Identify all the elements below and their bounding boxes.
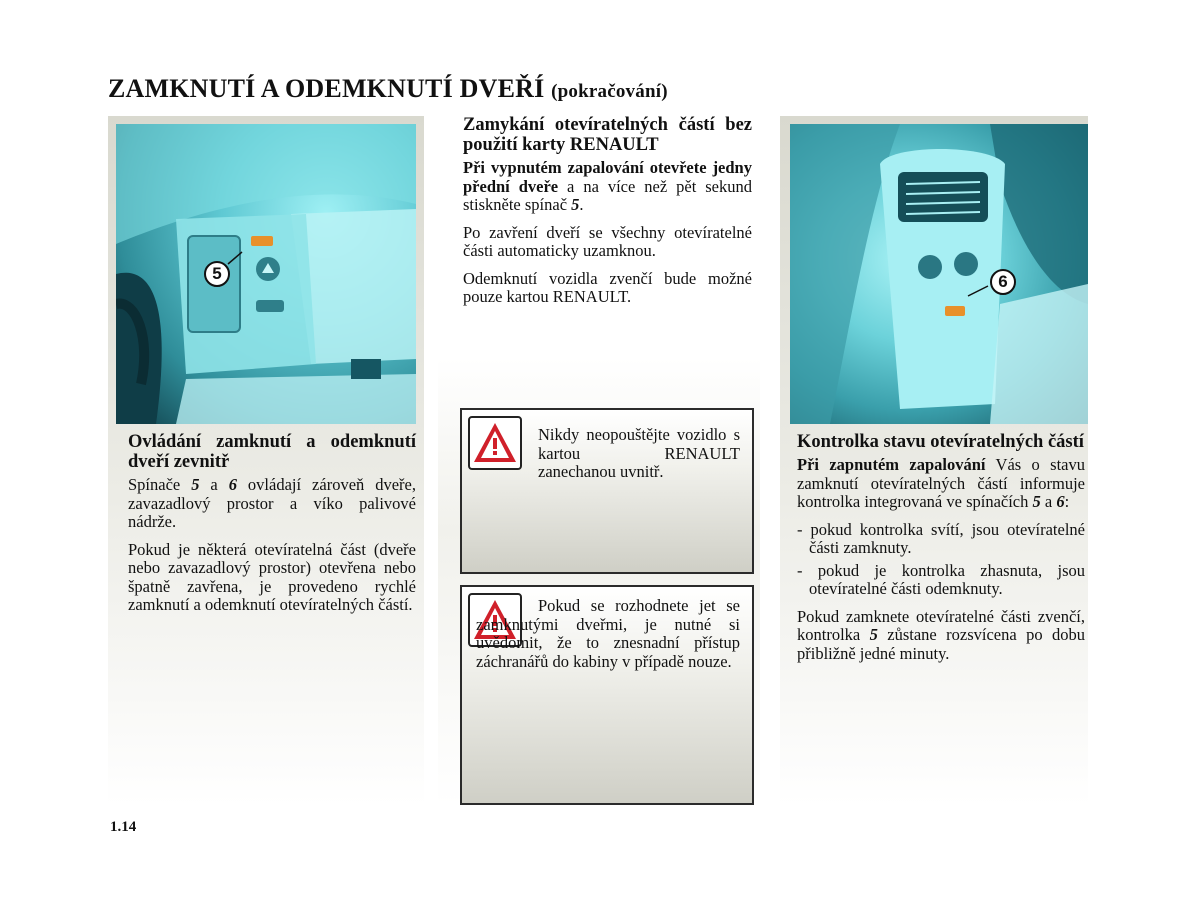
- title-text: ZAMKNUTÍ A ODEMKNUTÍ DVEŘÍ: [108, 74, 545, 103]
- warning-box-2: [460, 585, 754, 805]
- right-p1-bold: Při zapnutém zapalování: [797, 455, 986, 474]
- left-paragraph-1: [128, 476, 416, 532]
- right-paragraph-1: [797, 456, 1085, 512]
- right-p1-and: a: [1040, 492, 1057, 511]
- left-p1-text-b: a: [199, 475, 229, 494]
- rear-console-photo: [790, 124, 1088, 424]
- middle-paragraph-3: Odemknutí vozidla zvenčí bude možné pouze kartou RENAULT.: [463, 268, 752, 306]
- warning-triangle-icon: [468, 416, 522, 470]
- middle-p1-end: .: [579, 195, 584, 214]
- left-p1-num-5: 5: [191, 475, 200, 494]
- warning-triangle-svg: [470, 418, 520, 468]
- right-text-block: [797, 432, 1085, 672]
- right-p2-text-b: zůstane rozsvícena po dobu přibližně jedné minuty.: [797, 625, 1085, 663]
- left-heading: Ovládání zamknutí a odemknutí dveří zevnitř: [128, 432, 416, 472]
- title-subtitle: (pokračování): [551, 81, 668, 102]
- left-paragraph-2: Pokud je některá otevíratelná část (dveře nebo zavazadlový prostor) otevřena nebo špatně zavřena, je provedeno rychlé zamknutí a odemknutí otevíratelných částí.: [128, 539, 416, 614]
- right-paragraph-2: [797, 608, 1085, 664]
- middle-heading: Zamykání otevíratelných částí bez použití karty RENAULT: [463, 115, 752, 155]
- door-lock-switch-5: [251, 236, 273, 246]
- left-p1-text-a: Spínače: [128, 475, 192, 494]
- right-heading: Kontrolka stavu otevíratelných částí: [797, 432, 1084, 452]
- page-title: [108, 74, 668, 104]
- right-p2-text-a: Pokud zamknete otevíratelné části zvenčí, kontrolka: [797, 606, 1085, 644]
- right-p1-rest: Vás o stavu zamknutí otevíratelných částí informuje kontrolka integrovaná ve spínačích: [797, 455, 1085, 511]
- rear-console-illustration: [790, 124, 1088, 424]
- middle-p1-num: 5: [571, 195, 580, 214]
- middle-text-block: [463, 115, 752, 316]
- middle-paragraph-2: Po zavření dveří se všechny otevíratelné části automaticky uzamknou.: [463, 222, 752, 260]
- right-p2-num: 5: [869, 625, 878, 644]
- callout-5: 5: [204, 261, 230, 287]
- left-p1-num-6: 6: [228, 475, 237, 494]
- warning-box-1: [460, 408, 754, 574]
- right-bullet-1: - pokud kontrolka svítí, jsou otevíratelné části zamknuty.: [797, 519, 1085, 557]
- right-bullet-2: - pokud je kontrolka zhasnuta, jsou otevíratelné části odemknuty.: [797, 560, 1085, 598]
- callout-6: 6: [990, 269, 1016, 295]
- middle-p1-bold: Při vypnutém zapalování otevřete jedny přední dveře: [463, 158, 752, 196]
- page-number: 1.14: [110, 819, 137, 835]
- warning-2-text: Pokud se rozhodnete jet se zamknutými dveřmi, je nutné si uvědomit, že to znesnadní přístup záchranářů do kabiny v případě nouze.: [476, 596, 740, 671]
- warning-1-text: Nikdy neopouštějte vozidlo s kartou RENAULT zanechanou uvnitř.: [538, 425, 740, 481]
- console-switch-photo: [116, 124, 416, 424]
- console-illustration: [116, 124, 416, 424]
- left-text-block: [128, 432, 416, 624]
- door-lock-switch-6: [945, 306, 965, 316]
- right-p1-end: :: [1064, 492, 1070, 511]
- right-p1-num-6: 6: [1056, 492, 1065, 511]
- middle-paragraph-1: [463, 159, 752, 215]
- left-p1-text-c: ovládají zároveň dveře, zavazadlový prostor a víko palivové nádrže.: [128, 475, 416, 531]
- right-p1-num-5: 5: [1032, 492, 1041, 511]
- middle-p1-rest: a na více než pět sekund stiskněte spínač: [463, 176, 752, 214]
